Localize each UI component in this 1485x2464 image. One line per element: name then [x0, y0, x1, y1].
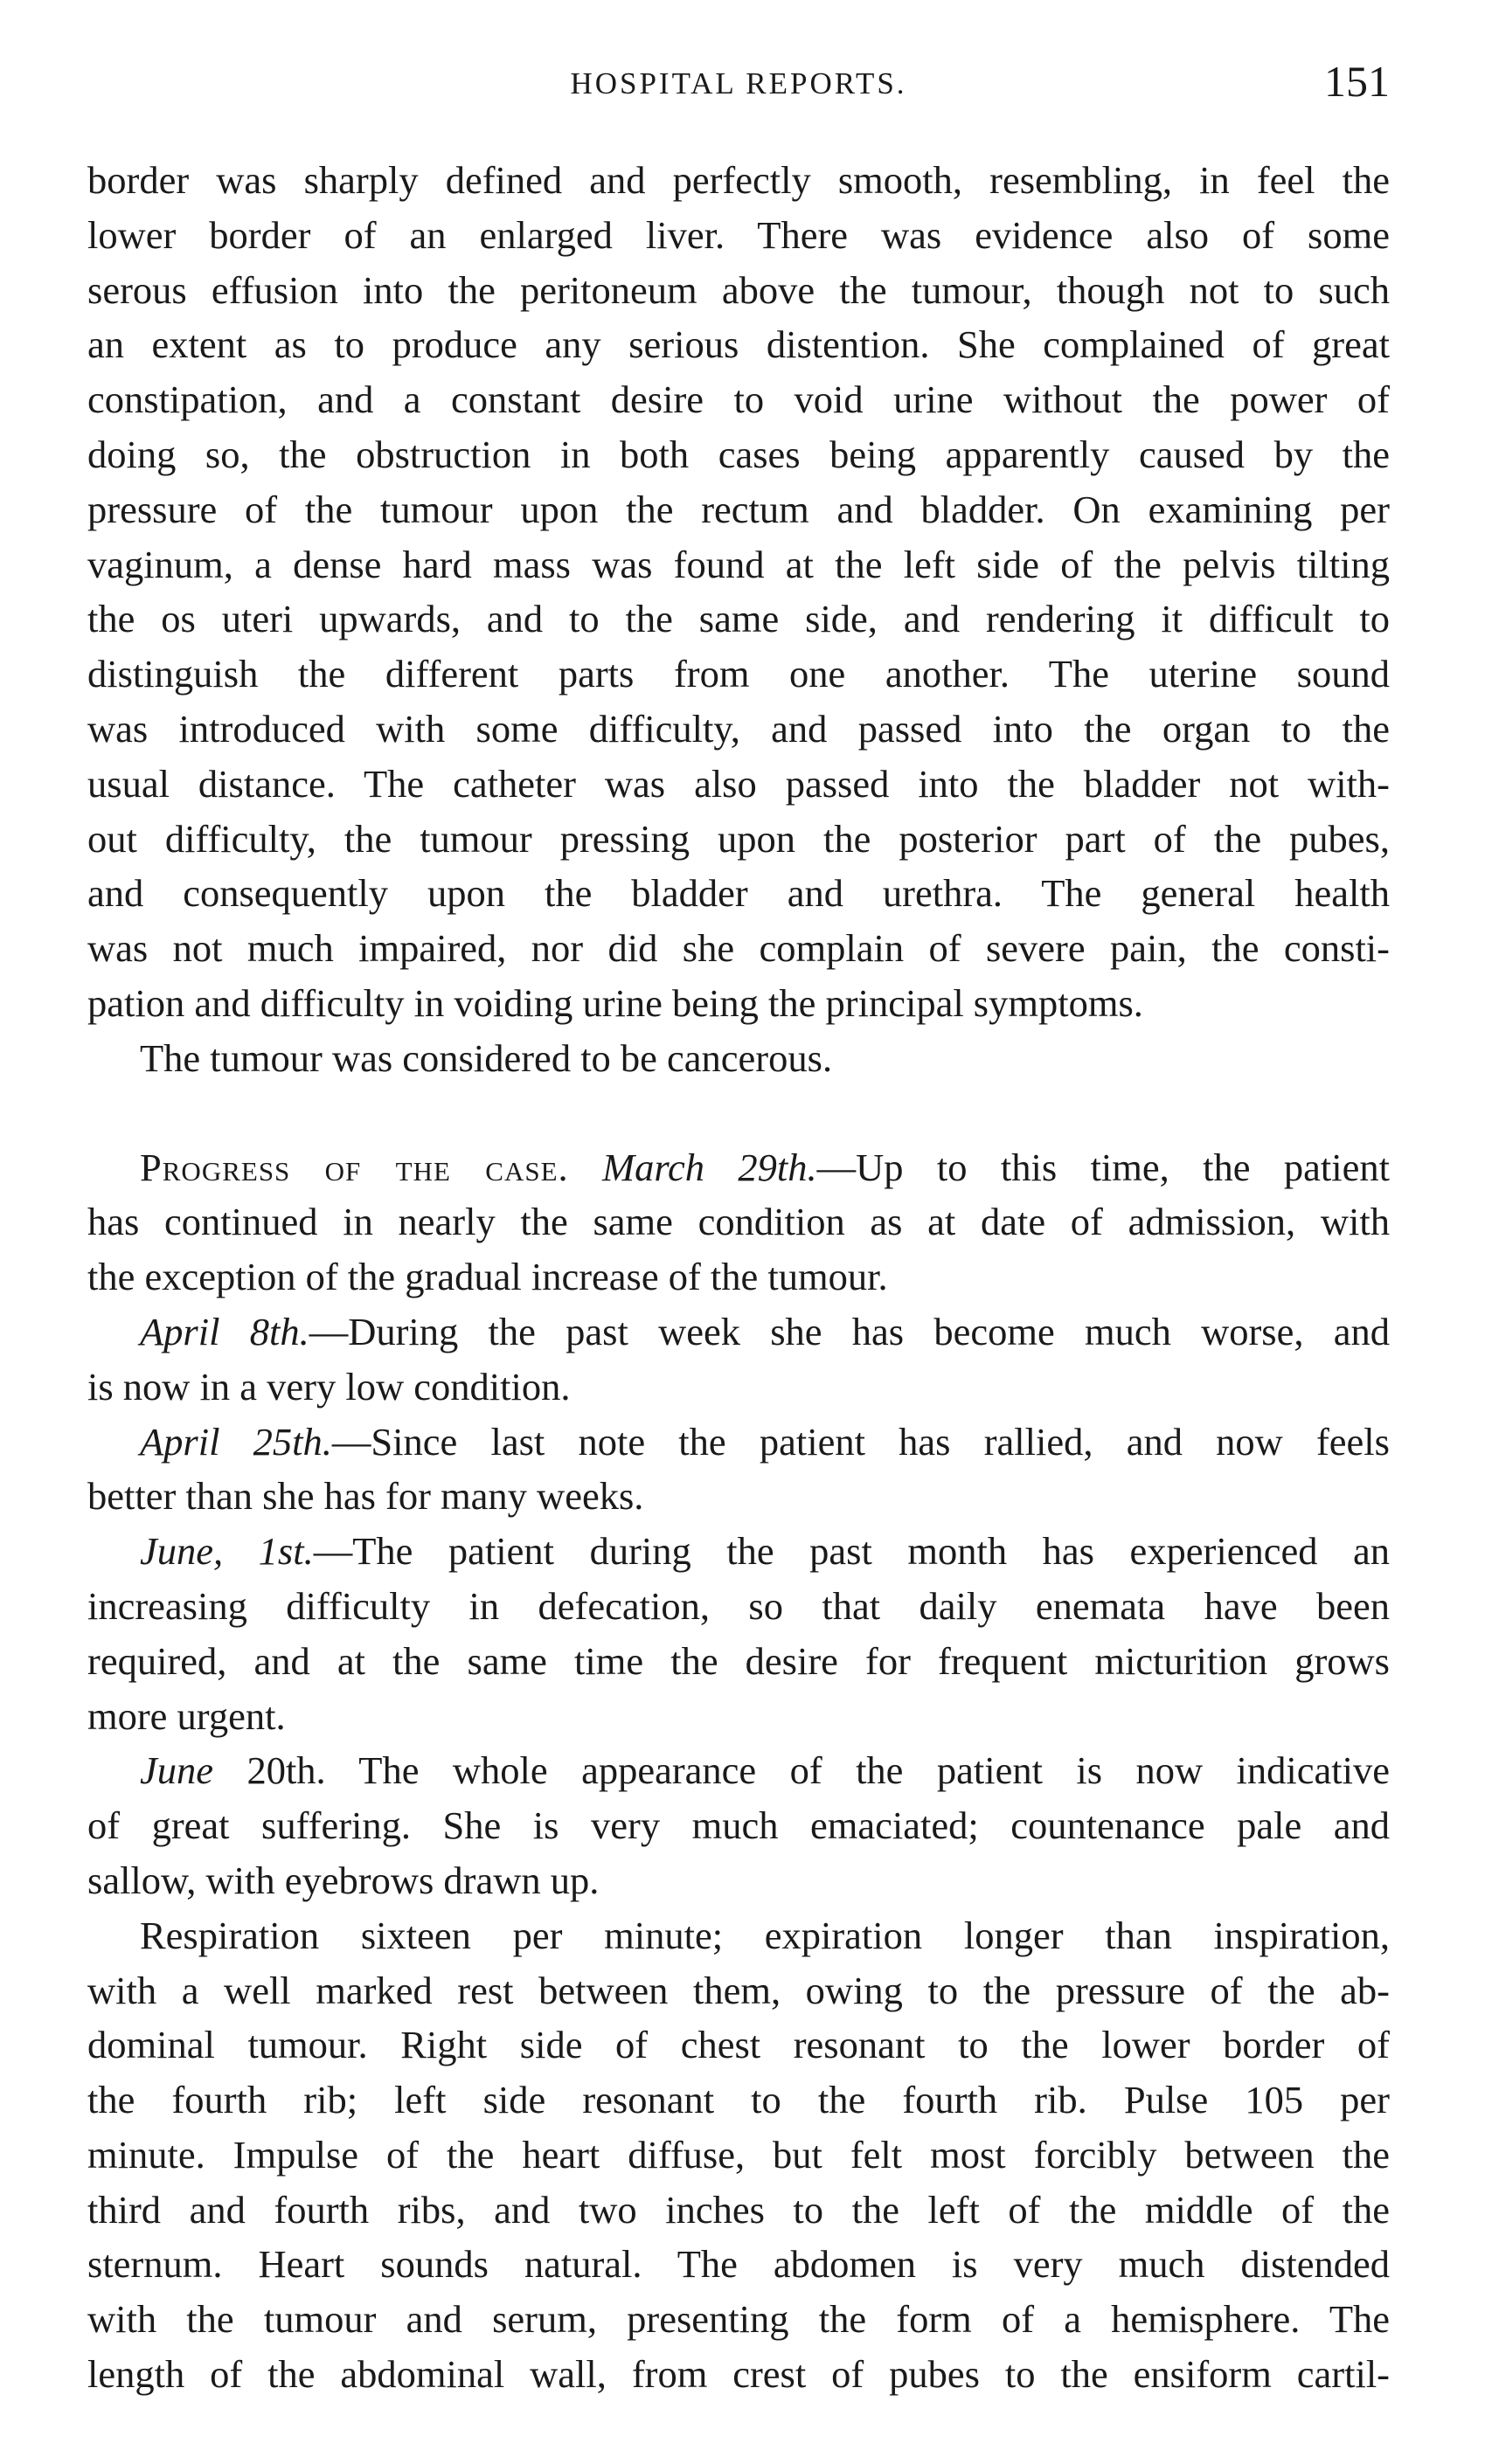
text-line: sallow, with eyebrows drawn up.: [87, 1858, 600, 1902]
text-line: was introduced with some difficulty, and passed into the organ to the: [87, 706, 1390, 751]
text-line: the exception of the gradual increase of the tumour.: [87, 1255, 888, 1299]
text-line: is now in a very low condition.: [87, 1364, 571, 1408]
paragraph-progress: [87, 1140, 1390, 1305]
text-line: better than she has for many weeks.: [87, 1474, 644, 1519]
paragraph-april-8: [87, 1305, 1390, 1415]
text-line: length of the abdominal wall, from crest of pubes to the ensiform cartil-: [87, 2352, 1390, 2397]
text-line: serous effusion into the peritoneum above the tumour, though not to such: [87, 267, 1390, 312]
paragraph-june-1: [87, 1524, 1390, 1743]
page-body: [87, 153, 1390, 2402]
text-line: with the tumour and serum, presenting the form of a hemisphere. The: [87, 2297, 1390, 2342]
paragraph-june-20: [87, 1743, 1390, 1907]
text-line: doing so, the obstruction in both cases being apparently caused by the: [87, 432, 1390, 476]
section-heading: Progress of the case.: [140, 1145, 569, 1189]
text-line: sternum. Heart sounds natural. The abdomen is very much distended: [87, 2242, 1390, 2287]
entry-date: April 8th.: [140, 1309, 309, 1353]
text-line: pation and difficulty in voiding urine being the principal symptoms.: [87, 980, 1143, 1025]
text-line: an extent as to produce any serious distention. She complained of great: [87, 322, 1390, 367]
text-line: [87, 1524, 1390, 1579]
text-line: vaginum, a dense hard mass was found at the left side of the pelvis tilting: [87, 542, 1390, 586]
paragraph-diagnosis: [87, 1031, 1390, 1086]
text-line: [87, 1140, 1390, 1195]
section-gap: [87, 1086, 1390, 1140]
text-run: —Since last note the patient has rallied, and now feels: [331, 1419, 1390, 1464]
text-line: constipation, and a constant desire to void urine without the power of: [87, 377, 1390, 422]
text-line: pressure of the tumour upon the rectum and bladder. On examining per: [87, 487, 1390, 531]
text-line: border was sharply defined and perfectly smooth, resembling, in feel the: [87, 158, 1390, 202]
entry-date: April 25th.: [140, 1419, 332, 1464]
text-run: —The patient during the past month has experienced an: [313, 1529, 1390, 1574]
text-line: required, and at the same time the desire for frequent micturition grows: [87, 1638, 1390, 1683]
text-line: more urgent.: [87, 1693, 286, 1738]
page-header: [87, 54, 1390, 115]
text-run: —Up to this time, the patient: [816, 1145, 1390, 1189]
text-line: usual distance. The catheter was also passed into the bladder not with-: [87, 761, 1390, 806]
text-line: increasing difficulty in defecation, so that daily enemata have been: [87, 1583, 1390, 1628]
text-line: was not much impaired, nor did she complain of severe pain, the consti-: [87, 926, 1390, 971]
text-run: 20th. The whole appearance of the patient is now indicative: [213, 1748, 1390, 1793]
text-line: has continued in nearly the same condition as at date of admission, with: [87, 1200, 1390, 1244]
entry-date: June: [140, 1748, 214, 1793]
page-number: 151: [1324, 57, 1390, 106]
paragraph-april-25: [87, 1415, 1390, 1525]
text-line: [87, 1743, 1390, 1798]
text-line: The tumour was considered to be cancerous.: [140, 1035, 833, 1080]
paragraph-examination: [87, 153, 1390, 1031]
text-line: and consequently upon the bladder and urethra. The general health: [87, 871, 1390, 916]
text-line: the fourth rib; left side resonant to the fourth rib. Pulse 105 per: [87, 2078, 1390, 2122]
paragraph-respiration: [87, 1908, 1390, 2402]
text-line: with a well marked rest between them, owing to the pressure of the ab-: [87, 1968, 1390, 2012]
text-line: Respiration sixteen per minute; expiration longer than inspiration,: [140, 1913, 1390, 1957]
running-head: HOSPITAL REPORTS.: [570, 66, 907, 100]
text-line: distinguish the different parts from one another. The uterine sound: [87, 652, 1390, 696]
entry-date: March 29th.: [602, 1145, 817, 1189]
text-line: lower border of an enlarged liver. There was evidence also of some: [87, 212, 1390, 257]
text-line: of great suffering. She is very much emaciated; countenance pale and: [87, 1803, 1390, 1848]
entry-date: June, 1st.: [140, 1529, 314, 1574]
text-run: —During the past week she has become much worse, and: [309, 1309, 1390, 1353]
text-line: minute. Impulse of the heart diffuse, but felt most forcibly between the: [87, 2132, 1390, 2177]
text-line: [87, 1305, 1390, 1360]
text-line: out difficulty, the tumour pressing upon the posterior part of the pubes,: [87, 816, 1390, 861]
text-line: dominal tumour. Right side of chest resonant to the lower border of: [87, 2023, 1390, 2067]
text-line: third and fourth ribs, and two inches to the left of the middle of the: [87, 2187, 1390, 2232]
text-line: [87, 1415, 1390, 1470]
text-line: the os uteri upwards, and to the same side, and rendering it difficult to: [87, 597, 1390, 641]
